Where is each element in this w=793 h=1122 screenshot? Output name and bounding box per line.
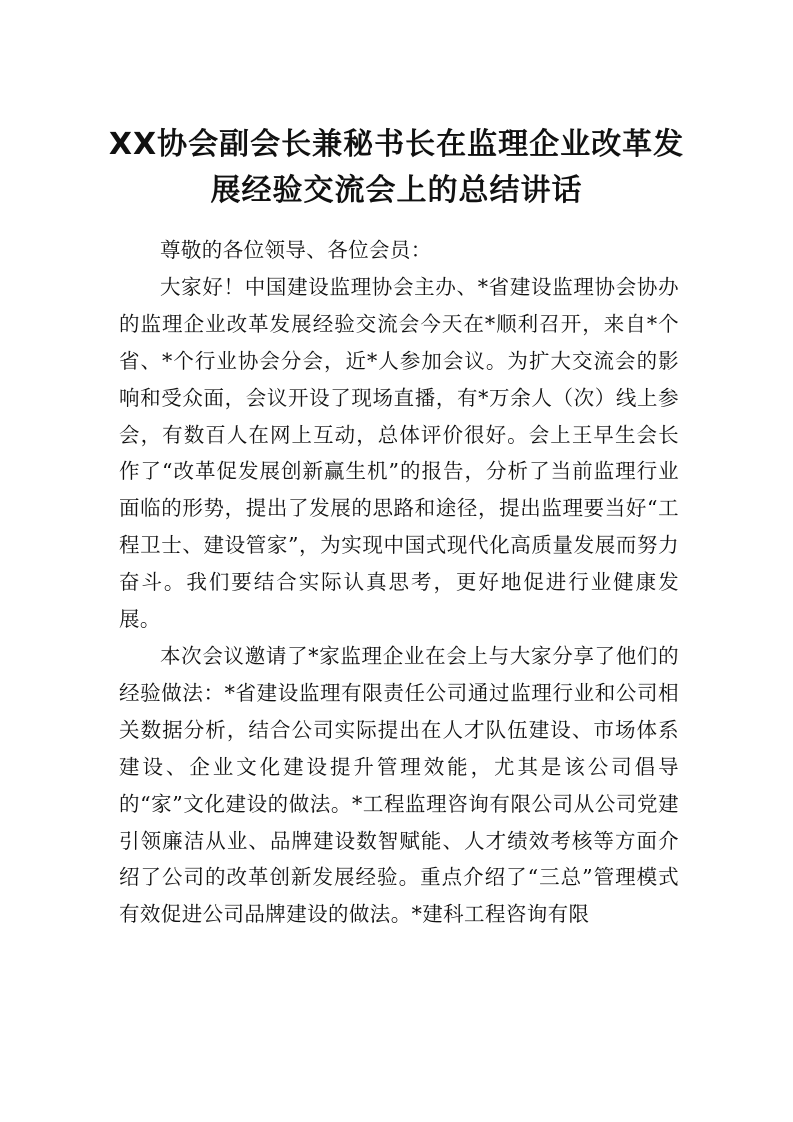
body-paragraph: 大家好！中国建设监理协会主办、*省建设监理协会协办的监理企业改革发展经验交流会今天在*顺利召开，来自*个省、*个行业协会分会，近*人参加会议。为扩大交流会的影响和受众面，会议开设了现场直播，有*万余人（次）线上参会，有数百人在网上互动，总体评价很好。会上王早生会长作了“改革促发展创新赢生机”的报告，分析了当前监理行业面临的形势，提出了发展的思路和途径，提出监理要当好“工程卫士、建设管家”，为实现中国式现代化高质量发展而努力奋斗。我们要结合实际认真思考，更好地促进行业健康发展。 — [119, 274, 679, 632]
document-title-line-2: 展经验交流会上的总结讲话 — [210, 173, 583, 208]
body-paragraph: 本次会议邀请了*家监理企业在会上与大家分享了他们的经验做法：*省建设监理有限责任公司通过监理行业和公司相关数据分析，结合公司实际提出在人才队伍建设、市场体系建设、企业文化建设提升管理效能，尤其是该公司倡导的“家”文化建设的做法。*工程监理咨询有限公司从公司党建引领廉洁从业、品牌建设数智赋能、人才绩效考核等方面介绍了公司的改革创新发展经验。重点介绍了“三总”管理模式有效促进公司品牌建设的做法。*建科工程咨询有限 — [119, 643, 679, 927]
document-title-line-1: XX协会副会长兼秘书长在监理企业改革发 — [108, 127, 685, 162]
salutation-paragraph: 尊敬的各位领导、各位会员： — [160, 238, 432, 262]
document-body — [119, 232, 679, 933]
